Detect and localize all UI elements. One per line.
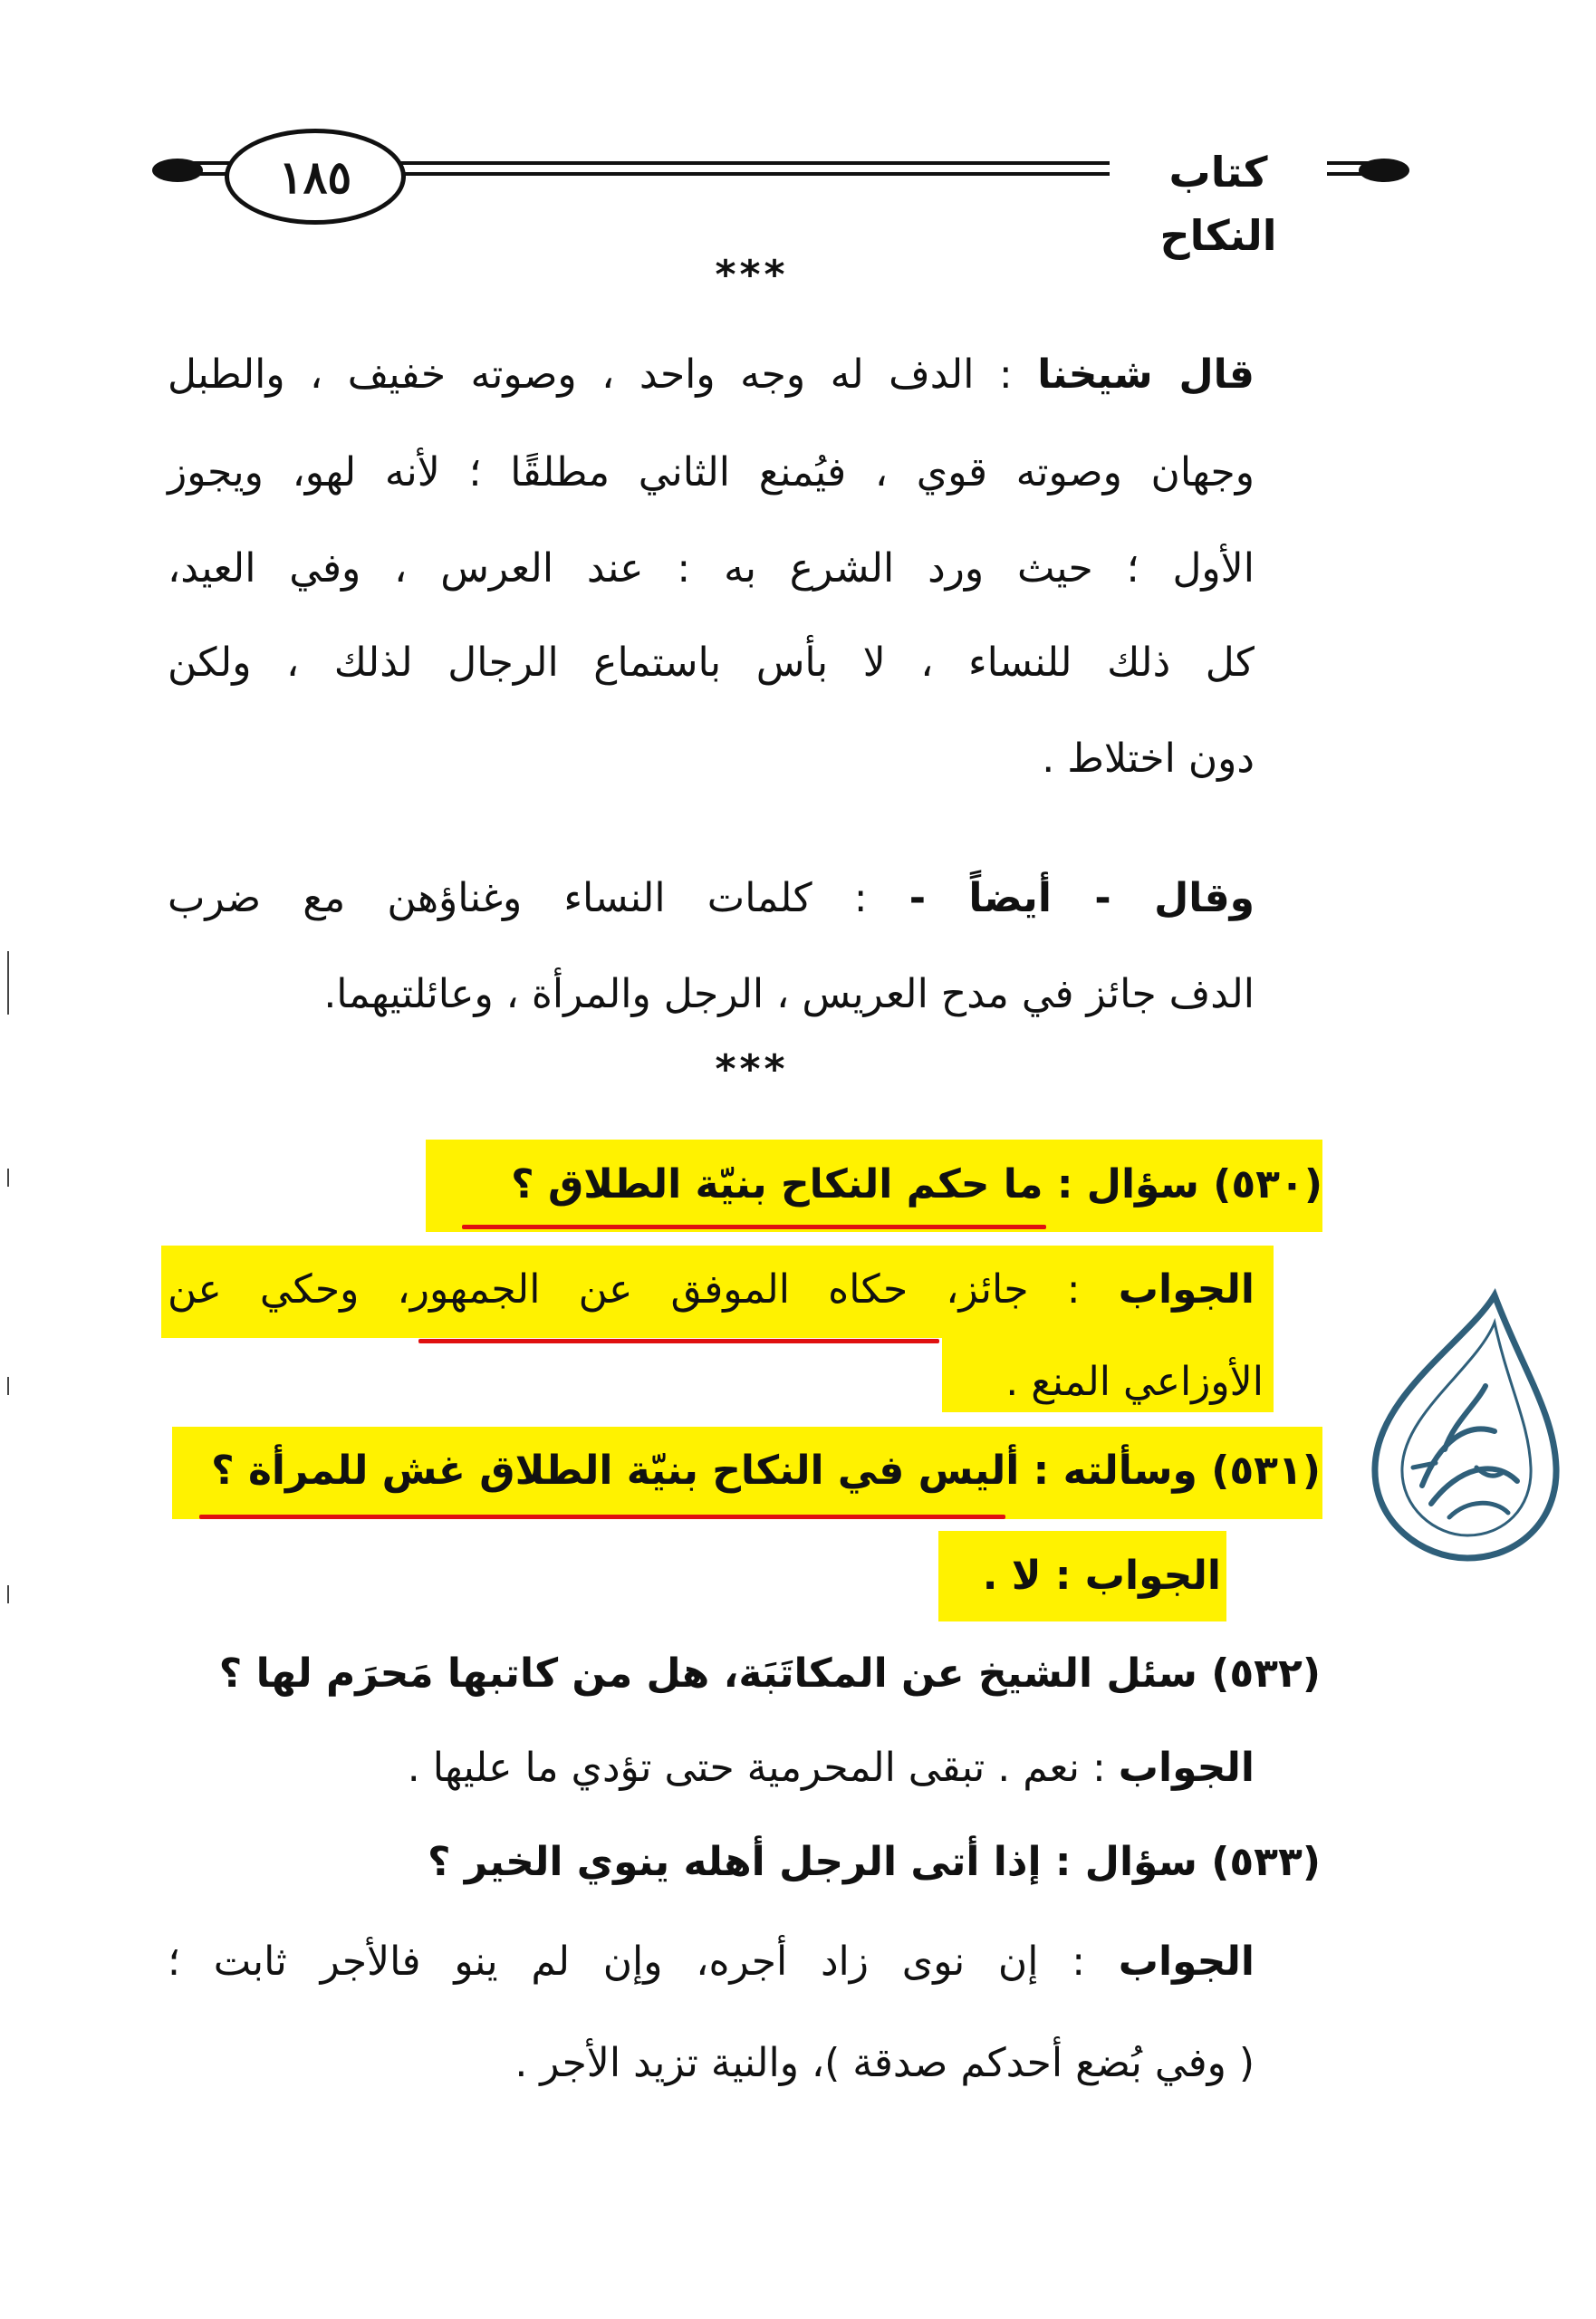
red-underline — [462, 1225, 1046, 1229]
answer-530-line: الأوزاعي المنع . — [1005, 1359, 1264, 1405]
question-533: (٥٣٣) سؤال : إذا أتى الرجل أهله ينوي الخير ؟ — [428, 1839, 1321, 1885]
question-530: (٥٣٠) سؤال : ما حكم النكاح بنيّة الطلاق ؟ — [511, 1161, 1322, 1208]
red-underline — [199, 1515, 1005, 1519]
answer-530-line — [168, 1261, 1255, 1319]
paragraph-line — [168, 346, 1255, 404]
question-532: (٥٣٢) سئل الشيخ عن المكاتَبَة، هل من كاتبها مَحرَم لها ؟ — [218, 1650, 1321, 1697]
text-run: : كلمات النساء وغناؤهن مع ضرب — [168, 875, 868, 921]
answer-533-line — [168, 1933, 1255, 1991]
margin-mark — [7, 1377, 9, 1395]
text-run: : نعم . تبقى المحرمية حتى تؤدي ما عليها . — [407, 1745, 1106, 1791]
paragraph-line: الأول ؛ حيث ورد الشرع به : عند العرس ، وفي العيد، — [168, 545, 1255, 592]
speaker-label: وقال - أيضاً - — [909, 875, 1255, 921]
separator-stars: *** — [715, 252, 789, 298]
answer-531: الجواب : لا . — [982, 1553, 1221, 1599]
text-run: : الدف له وجه واحد ، وصوته خفيف ، والطبل — [168, 351, 1013, 398]
paragraph-line: كل ذلك للنساء ، لا بأس باستماع الرجال لذلك ، ولكن — [168, 640, 1255, 686]
calligraphy-seal-icon — [1359, 1286, 1572, 1567]
margin-mark — [7, 1169, 9, 1187]
page-number: ١٨٥ — [225, 129, 406, 225]
paragraph-line — [168, 870, 1255, 928]
text-run: : إن نوى زاد أجره، وإن لم ينو فالأجر ثابت ؛ — [168, 1939, 1086, 1985]
text-run: : جائز، حكاه الموفق عن الجمهور، وحكي عن — [168, 1266, 1081, 1313]
margin-mark — [7, 1585, 9, 1603]
margin-mark — [7, 951, 9, 1015]
red-underline — [418, 1339, 939, 1343]
separator-stars: *** — [715, 1046, 789, 1092]
answer-533-line: ( وفي بُضع أحدكم صدقة )، والنية تزيد الأجر . — [514, 2040, 1255, 2086]
book-title: كتاب النكاح — [1110, 140, 1327, 204]
question-531: (٥٣١) وسألته : أليس في النكاح بنيّة الطلاق غش للمرأة ؟ — [211, 1448, 1321, 1494]
speaker-label: قال شيخنا — [1037, 351, 1255, 398]
answer-label: الجواب — [1118, 1745, 1255, 1791]
paragraph-line: وجهان وصوته قوي ، فيُمنع الثاني مطلقًا ؛ لأنه لهو، ويجوز — [168, 449, 1255, 496]
paragraph-line: دون اختلاط . — [1042, 736, 1255, 782]
paragraph-line: الدف جائز في مدح العريس ، الرجل والمرأة ، وعائلتيهما. — [323, 971, 1255, 1017]
answer-532 — [168, 1739, 1255, 1797]
answer-label: الجواب — [1118, 1939, 1255, 1985]
answer-label: الجواب — [1118, 1266, 1255, 1313]
